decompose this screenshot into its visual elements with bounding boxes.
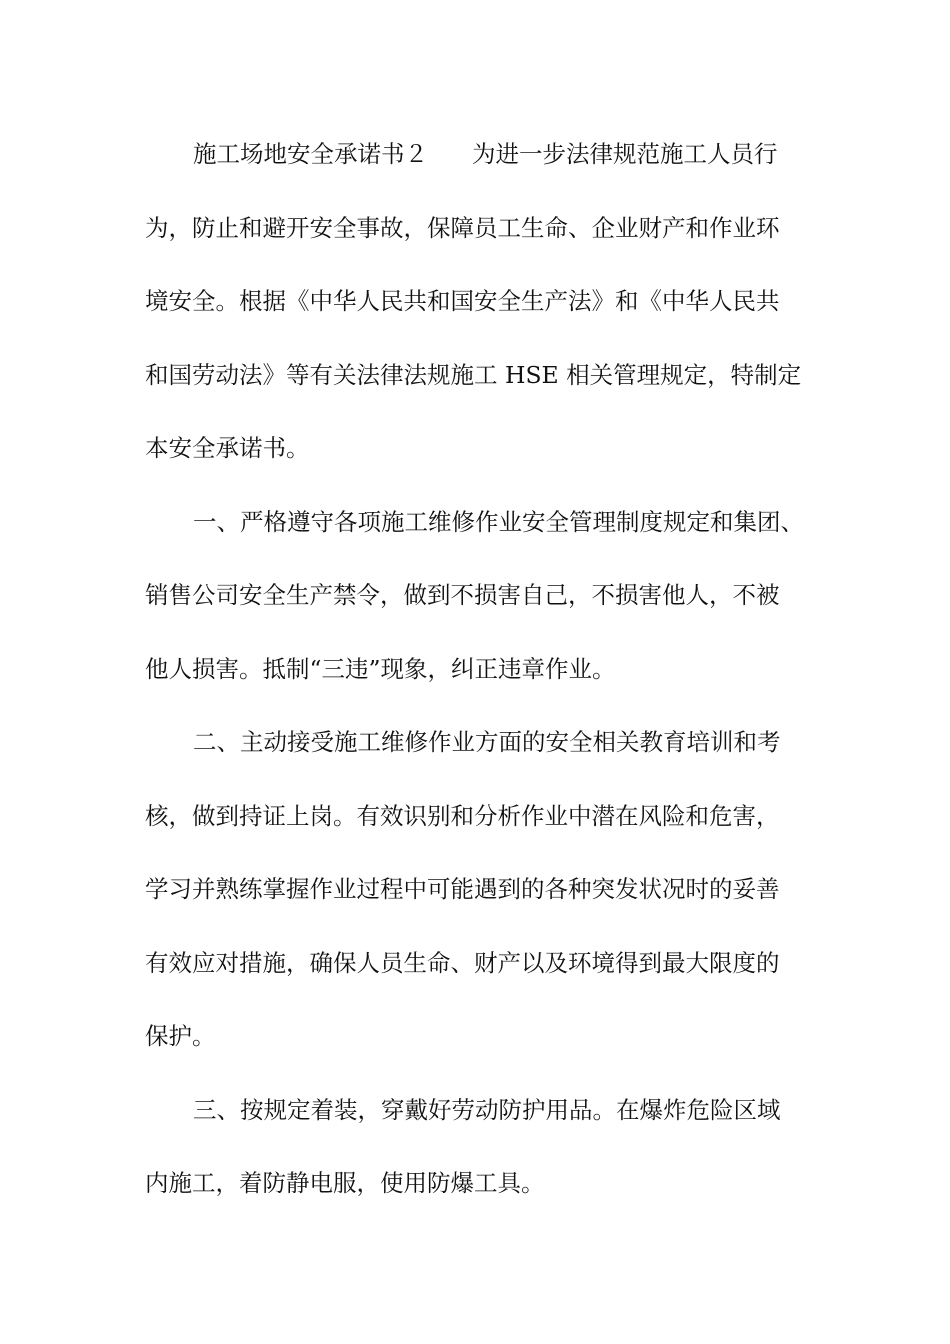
document-body — [145, 118, 813, 1221]
paragraph-1-line-3: 他人损害。抵制“三违”现象，纠正违章作业。 — [145, 654, 616, 683]
paragraph-2-line-4: 有效应对措施，确保人员生命、财产以及环境得到最大限度的 — [145, 948, 780, 977]
paragraph-1-line-2: 销售公司安全生产禁令，做到不损害自己，不损害他人，不被 — [145, 581, 780, 609]
paragraph-3-line-2: 内施工，着防静电服，使用防爆工具。 — [145, 1169, 545, 1197]
paragraph-2-line-3: 学习并熟练掌握作业过程中可能遇到的各种突发状况时的妥善 — [145, 875, 780, 903]
paragraph-text: 为进一步法律规范施工人员行 — [472, 140, 778, 168]
paragraph-intro-line-5: 本安全承诺书。 — [145, 434, 310, 462]
paragraph-3-line-1: 三、按规定着装，穿戴好劳动防护用品。在爆炸危险区域 — [193, 1095, 781, 1124]
paragraph-intro-line-4: 和国劳动法》等有关法律法规施工 HSE 相关管理规定，特制定 — [145, 360, 802, 389]
paragraph-2-line-2: 核，做到持证上岗。有效识别和分析作业中潜在风险和危害， — [145, 801, 780, 830]
paragraph-2-line-5: 保护。 — [145, 1022, 216, 1050]
document-title: 施工场地安全承诺书２ — [193, 140, 428, 168]
paragraph-1-line-1: 一、严格遵守各项施工维修作业安全管理制度规定和集团、 — [193, 507, 804, 536]
paragraph-2-line-1: 二、主动接受施工维修作业方面的安全相关教育培训和考 — [193, 728, 781, 756]
paragraph-intro-line-3: 境安全。根据《中华人民共和国安全生产法》和《中华人民共 — [145, 287, 780, 315]
paragraph-intro-line-2: 为，防止和避开安全事故，保障员工生命、企业财产和作业环 — [145, 213, 780, 242]
paragraph-intro-line-1 — [145, 118, 813, 192]
